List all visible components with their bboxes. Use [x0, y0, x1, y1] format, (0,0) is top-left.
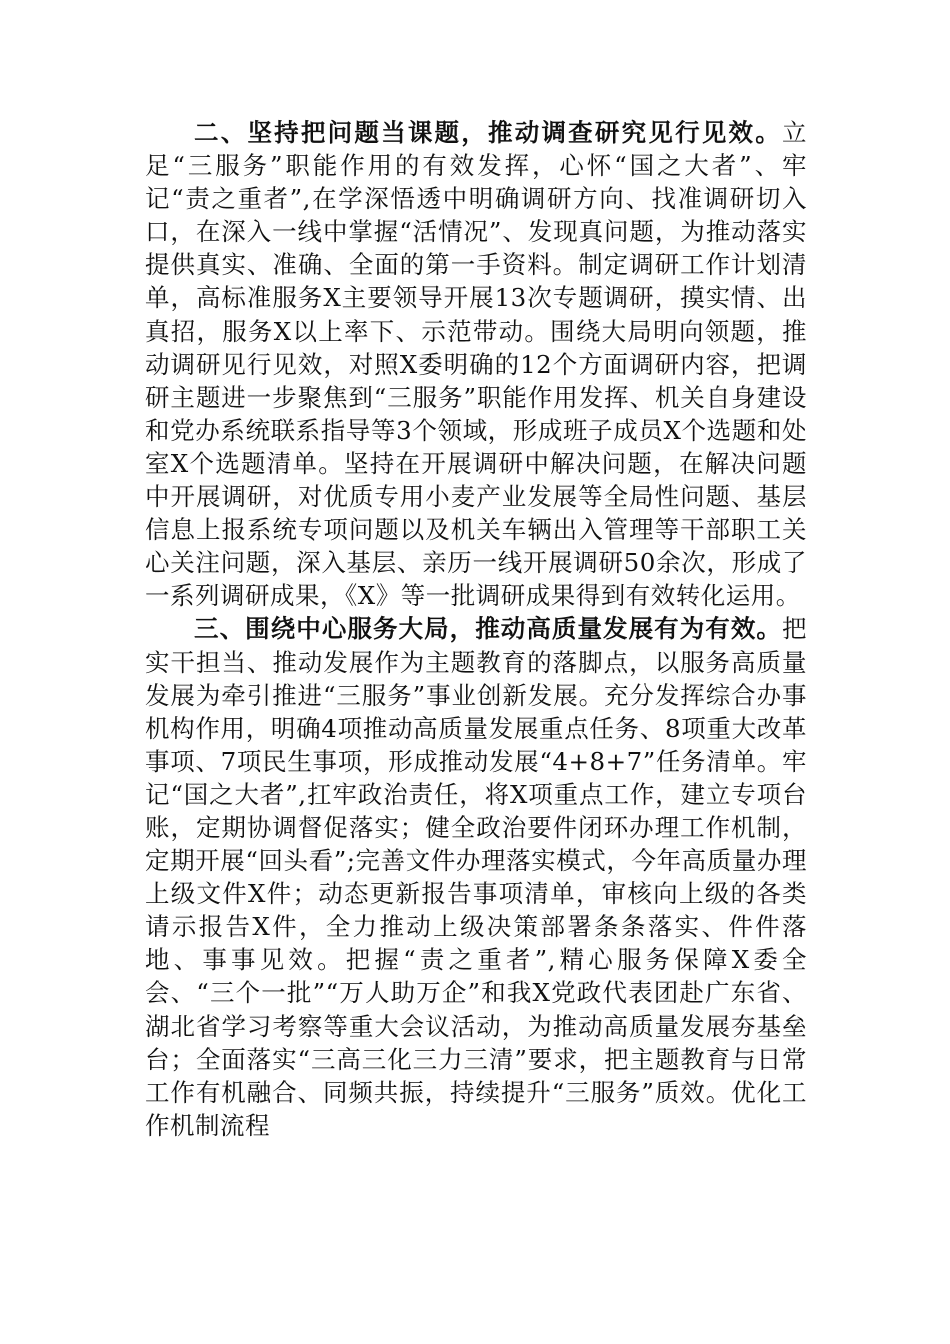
- section-heading-2: 二、坚持把问题当课题，推动调查研究见行见效。: [194, 118, 782, 147]
- paragraph-2: [145, 116, 807, 612]
- document-page: [145, 116, 807, 1142]
- section-heading-3: 三、围绕中心服务大局，推动高质量发展有为有效。: [194, 614, 782, 644]
- paragraph-3: [145, 612, 807, 1142]
- paragraph-body-2: 立足“三服务”职能作用的有效发挥，心怀“国之大者”、牢记“责之重者”,在学深悟透中明确调研方向、找准调研切入口，在深入一线中掌握“活情况”、发现真问题，为推动落实提供真实、准确、全面的第一手资料。制定调研工作计划清单，高标准服务X主要领导开展13次专题调研，摸实情、出真招，服务X以上率下、示范带动。围绕大局明向领题，推动调研见行见效，对照X委明确的12个方面调研内容，把调研主题进一步聚焦到“三服务”职能作用发挥、机关自身建设和党办系统联系指导等3个领域，形成班子成员X个选题和处室X个选题清单。坚持在开展调研中解决问题，在解决问题中开展调研，对优质专用小麦产业发展等全局性问题、基层信息上报系统专项问题以及机关车辆出入管理等干部职工关心关注问题，深入基层、亲历一线开展调研50余次，形成了一系列调研成果，《X》等一批调研成果得到有效转化运用。: [145, 118, 807, 611]
- paragraph-body-3: 把实干担当、推动发展作为主题教育的落脚点，以服务高质量发展为牵引推进“三服务”事业创新发展。充分发挥综合办事机构作用，明确4项推动高质量发展重点任务、8项重大改革事项、7项民生事项，形成推动发展“4+8+7”任务清单。牢记“国之大者”,扛牢政治责任，将X项重点工作，建立专项台账，定期协调督促落实；健全政治要件闭环办理工作机制，定期开展“回头看”;完善文件办理落实模式，今年高质量办理上级文件X件；动态更新报告事项清单，审核向上级的各类请示报告X件，全力推动上级决策部署条条落实、件件落地、事事见效。把握“责之重者”,精心服务保障X委全会、“三个一批”“万人助万企”和我X党政代表团赴广东省、湖北省学习考察等重大会议活动，为推动高质量发展夯基垒台；全面落实“三高三化三力三清”要求，把主题教育与日常工作有机融合、同频共振，持续提升“三服务”质效。优化工作机制流程: [145, 614, 807, 1140]
